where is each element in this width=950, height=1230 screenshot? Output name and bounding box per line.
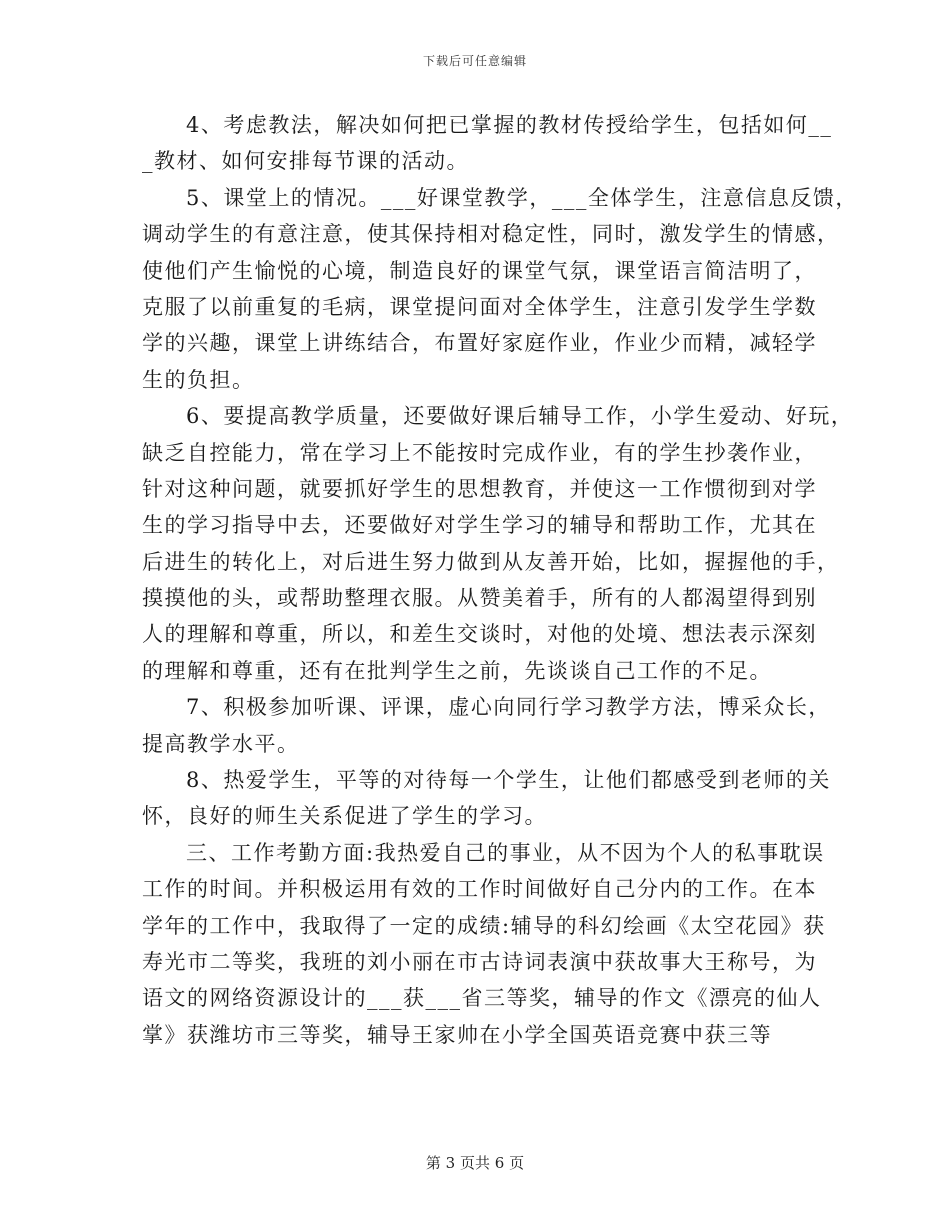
paragraph-line: 怀，良好的师生关系促进了学生的学习。	[142, 804, 547, 829]
paragraph-line: 学的兴趣，课堂上讲练结合，布置好家庭作业，作业少而精，减轻学	[142, 331, 817, 356]
paragraph-line: 的理解和尊重，还有在批判学生之前，先谈谈自己工作的不足。	[142, 658, 772, 683]
paragraph-line: 6、要提高教学质量，还要做好课后辅导工作，小学生爱动、好玩，	[186, 404, 854, 429]
paragraph-line: 寿光市二等奖，我班的刘小丽在市古诗词表演中获故事大王称号，为	[142, 949, 817, 974]
paragraph-line: 克服了以前重复的毛病，课堂提问面对全体学生，注意引发学生学数	[142, 294, 817, 319]
page-header: 下载后可任意编辑	[422, 54, 527, 68]
paragraph-line: 学年的工作中，我取得了一定的成绩:辅导的科幻绘画《太空花园》获	[142, 913, 826, 938]
document-body	[142, 107, 858, 1053]
paragraph-line: 提高教学水平。	[142, 731, 300, 756]
paragraph-line: 针对这种问题，就要抓好学生的思想教育，并使这一工作惯彻到对学	[142, 476, 817, 501]
paragraph-line: 4、考虑教法，解决如何把已掌握的教材传授给学生，包括如何__	[186, 113, 833, 137]
paragraph-line: 7、积极参加听课、评课，虚心向同行学习教学方法，博采众长，	[186, 695, 831, 720]
paragraph-line: 掌》获潍坊市三等奖，辅导王家帅在小学全国英语竞赛中获三等	[142, 1022, 772, 1047]
paragraph-line: 人的理解和尊重，所以，和差生交谈时，对他的处境、想法表示深刻	[142, 622, 817, 647]
paragraph-line: 后进生的转化上，对后进生努力做到从友善开始，比如，握握他的手，	[142, 549, 840, 574]
paragraph-line: 语文的网络资源设计的___获___省三等奖，辅导的作文《漂亮的仙人	[142, 986, 822, 1011]
paragraph-line: 缺乏自控能力，常在学习上不能按时完成作业，有的学生抄袭作业，	[142, 440, 817, 465]
paragraph-line: 工作的时间。并积极运用有效的工作时间做好自己分内的工作。在本	[142, 877, 817, 902]
paragraph-line: 5、课堂上的情况。___好课堂教学，___全体学生，注意信息反馈，	[186, 185, 858, 210]
paragraph-line: 调动学生的有意注意，使其保持相对稳定性，同时，激发学生的情感，	[142, 222, 840, 247]
paragraph-line: 使他们产生愉悦的心境，制造良好的课堂气氛，课堂语言简洁明了，	[142, 258, 817, 283]
page-number: 第 3 页共 6 页	[425, 1154, 525, 1172]
paragraph-line: 生的学习指导中去，还要做好对学生学习的辅导和帮助工作，尤其在	[142, 513, 817, 538]
paragraph-line: 三、工作考勤方面:我热爱自己的事业，从不因为个人的私事耽误	[186, 840, 825, 865]
paragraph-line: 生的负担。	[142, 367, 255, 392]
paragraph-line: 8、热爱学生，平等的对待每一个学生，让他们都感受到老师的关	[186, 768, 831, 793]
paragraph-line: 摸摸他的头，或帮助整理衣服。从赞美着手，所有的人都渴望得到别	[142, 586, 817, 611]
paragraph-line: _教材、如何安排每节课的活动。	[142, 149, 469, 174]
